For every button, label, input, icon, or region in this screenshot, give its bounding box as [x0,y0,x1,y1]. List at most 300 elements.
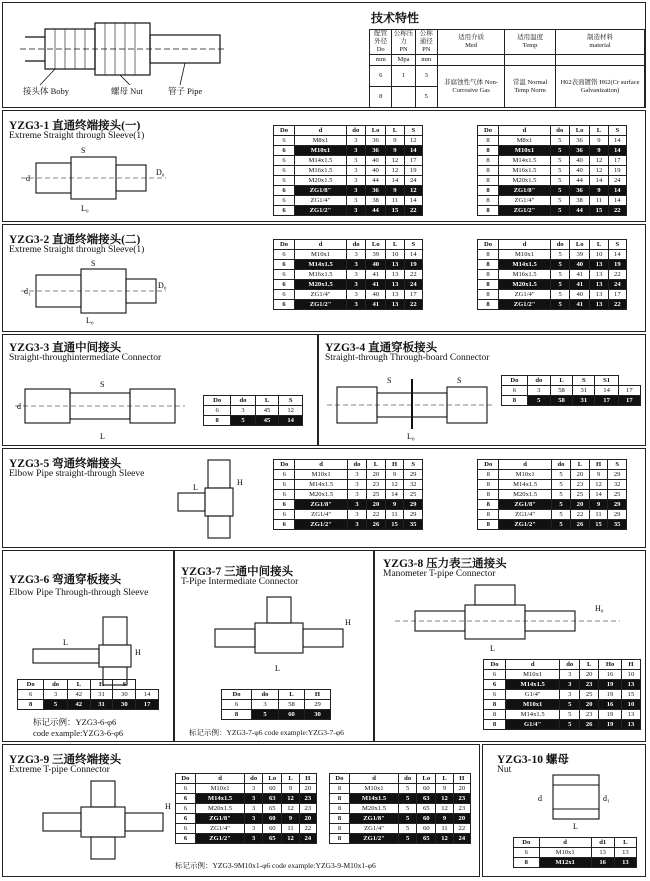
table-row [478,196,627,206]
table-cell: M10x1 [539,848,591,858]
table-cell: 36 [365,186,385,196]
table-cell: 25 [367,490,386,500]
example-note: 标记示例：YZG3-6-φ6 [33,717,117,727]
spec-spec_temp: 常温 Normal Temp Norm [505,66,556,108]
table-cell: 14 [595,386,618,396]
table-cell: 23 [580,710,599,720]
table-cell: 9 [385,500,404,510]
spec-unit: Mpa [392,55,415,66]
column-header: L [255,396,279,406]
table-cell: 13 [590,300,608,310]
table-cell: 14 [589,490,608,500]
column-header: do [550,126,569,136]
table-cell: 14 [608,186,626,196]
table-cell: 12 [404,186,422,196]
section-subtitle: Manometer T-pipe Connector [383,569,496,579]
svg-text:L: L [100,432,105,441]
table-cell: 13 [621,720,640,730]
table-cell: 9 [386,136,404,146]
table-row [478,136,627,146]
label-pipe: 管子 Pipe [168,86,203,96]
table-cell: 13 [386,270,404,280]
table-cell: 35 [608,520,627,530]
table-cell: 45 [255,406,279,416]
table-cell: 8 [330,804,350,814]
table-cell: M20x1.5 [295,490,347,500]
table-cell: 10 [590,250,608,260]
table-cell: 8 [478,250,499,260]
table-cell: M20x1.5 [295,176,347,186]
table-row [274,510,423,520]
svg-text:L₀: L₀ [86,316,94,325]
example-note: 标记示例：YZG3-9M10x1-φ6 code example:YZG3-9-M10x1-φ6 [175,861,376,870]
table-cell: 6 [274,186,295,196]
table-row [478,270,627,280]
table-cell: 6 [274,250,295,260]
column-header: L [580,660,599,670]
table-cell: 5 [550,136,569,146]
section-yzg3-2 [2,224,646,332]
table-cell: 6 [514,848,540,858]
section-yzg3-4 [318,334,646,446]
column-header: L [571,460,590,470]
table-cell: ZG1/4" [349,824,398,834]
column-header: S [608,126,626,136]
section-subtitle: T-Pipe Intermediate Connector [181,577,299,587]
table-cell: M10x1 [295,250,347,260]
table-cell: 20 [580,670,599,680]
table-row [502,396,641,406]
section-subtitle: Elbow Pipe straight-through Sleeve [9,469,145,479]
table-cell: 3 [347,520,366,530]
table-cell: 24 [299,834,316,844]
table-cell: 23 [453,794,470,804]
table-cell: M16x1.5 [499,270,551,280]
table-cell: 3 [245,794,263,804]
table-cell: 5 [551,510,570,520]
table-cell: M20x1.5 [349,804,398,814]
table-row [18,690,159,700]
table-cell: 60 [263,814,282,824]
table-row [484,680,641,690]
table-cell: 3 [347,490,366,500]
table-cell: 5 [551,290,570,300]
table-cell: 8 [478,290,499,300]
table-header-row [274,126,423,136]
table-cell: 58 [550,386,572,396]
svg-text:H: H [345,618,351,627]
table-cell: 13 [591,848,614,858]
table-cell: 40 [569,156,589,166]
table-row [514,858,637,868]
table-cell: 5 [551,260,570,270]
spec-unit [505,55,556,66]
nut-diagram [533,765,623,831]
table-row [274,146,423,156]
table-cell: 8 [478,280,499,290]
table-cell: 13 [386,290,404,300]
table-cell: 40 [365,156,385,166]
table-header-row [176,774,317,784]
table-cell: 5 [551,490,570,500]
intermediate-connector-diagram [15,369,190,443]
table-cell: 6 [18,690,44,700]
column-header: Lo [569,126,589,136]
table-cell: 31 [573,396,595,406]
table-row [484,690,641,700]
table-cell: 29 [608,470,627,480]
table-cell: M14x1.5 [195,794,244,804]
column-header: L [590,240,608,250]
t-pipe-intermediate-diagram [205,595,355,681]
table-header-row [478,240,627,250]
column-header: d [349,774,398,784]
table-cell: 31 [90,690,113,700]
table-cell: 5 [399,784,417,794]
spec-cell: 6 [370,66,392,87]
section-yzg3-1 [2,110,646,222]
table-cell: 6 [176,834,196,844]
example-note: code example:YZG3-6-φ6 [33,728,124,738]
table-cell: 17 [618,396,640,406]
table-cell: 5 [399,794,417,804]
table-cell: 15 [621,690,640,700]
table-cell: 5 [551,270,570,280]
table-cell: 12 [404,136,422,146]
table-cell: 20 [571,470,590,480]
svg-text:L: L [193,483,198,492]
table-cell: M10x1 [195,784,244,794]
table-row [176,794,317,804]
table-row [484,710,641,720]
table-row [484,720,641,730]
table-cell: 14 [608,146,626,156]
table-cell: 6 [484,690,506,700]
section-title: YZG3-3 直通中间接头 [9,342,122,354]
table-cell: 23 [453,804,470,814]
table-row [274,156,423,166]
table-cell: 63 [417,794,436,804]
table-cell: 41 [366,300,386,310]
column-header: H [589,460,608,470]
table-cell: 8 [478,520,499,530]
table-cell: 45 [255,416,279,426]
table-cell: 8 [478,270,499,280]
table-cell: M12x1 [539,858,591,868]
section-subtitle: Nut [497,765,512,775]
table-cell: 9 [589,470,608,480]
table-cell: 60 [263,784,282,794]
table-cell: 65 [417,804,436,814]
table-cell: 41 [366,280,386,290]
table-cell: 25 [571,490,590,500]
table-cell: 3 [245,834,263,844]
table-cell: 3 [44,690,68,700]
svg-text:d: d [17,402,21,411]
column-header: do [347,240,366,250]
column-header: d [499,460,551,470]
table-cell: 5 [231,416,256,426]
column-header: Lo [417,774,436,784]
table-cell: 36 [569,186,589,196]
table-cell: 3 [347,300,366,310]
table-cell: 8 [478,166,499,176]
table-row [222,710,331,720]
table-cell: 8 [478,480,499,490]
table-cell: 29 [404,500,423,510]
spec-unit [438,55,505,66]
column-header: d [295,126,347,136]
table-cell: 3 [245,804,263,814]
table-cell: 60 [417,824,436,834]
table-cell: 8 [330,814,350,824]
table-cell: ZG1/8" [295,500,347,510]
column-header: L [590,126,608,136]
table-cell: 40 [366,260,386,270]
straight-sleeve-diagram [21,145,171,215]
spec-cell [392,87,415,108]
table-cell: M14x1.5 [295,156,347,166]
table-cell: ZG1/2" [195,834,244,844]
table-cell: 8 [478,196,499,206]
table-cell: 25 [580,690,599,700]
table-cell: 14 [386,176,404,186]
spec-header: 公称压力 PN [393,30,414,53]
table-row [330,784,471,794]
table-cell: 8 [204,416,231,426]
table-cell: M14x1.5 [505,710,559,720]
column-header: Do [204,396,231,406]
table-cell: 44 [365,206,385,216]
section-yzg3-6 [2,550,174,742]
table-cell: M10x1 [505,700,559,710]
table-cell: 22 [608,270,626,280]
table-cell: 25 [608,490,627,500]
column-header: S [608,240,626,250]
table-cell: 30 [113,690,136,700]
table-cell: 9 [282,784,299,794]
table-cell: 65 [263,834,282,844]
table-row [502,386,641,396]
table-cell: 5 [551,250,570,260]
table-row [478,480,627,490]
table-cell: 44 [569,176,589,186]
table-cell: 38 [569,196,589,206]
table-cell: 20 [580,700,599,710]
table-cell: 8 [478,260,499,270]
table-cell: ZG1/2" [295,520,347,530]
column-header: Do [176,774,196,784]
svg-text:L: L [63,638,68,647]
table-header-row [222,690,331,700]
table-header-row [514,838,637,848]
table-row [478,176,627,186]
table-cell: 13 [621,710,640,720]
table-cell: 13 [386,300,404,310]
table-cell: 26 [580,720,599,730]
table-cell: 19 [599,710,622,720]
table-header-row [502,376,641,386]
table-cell: 9 [589,500,608,510]
table-cell: M14x1.5 [499,260,551,270]
table-row [478,280,627,290]
table-cell: M14x1.5 [349,794,398,804]
svg-text:L: L [573,822,578,831]
table-cell: ZG1/4" [195,824,244,834]
column-header: do [346,126,365,136]
table-cell: 3 [347,250,366,260]
table-cell: 22 [608,206,626,216]
table-cell: 16 [599,700,622,710]
table-cell: 16 [599,670,622,680]
table-cell: 8 [478,176,499,186]
table-cell: 8 [478,136,499,146]
section-title: YZG3-4 直通穿板接头 [325,342,438,354]
table-cell: 29 [608,500,627,510]
table-row [330,794,471,804]
column-header: do [527,376,550,386]
label-body: 接头体 Boby [23,86,70,96]
table-cell: ZG1/4" [499,290,551,300]
table-cell: 3 [347,480,366,490]
table-cell: 35 [404,520,423,530]
table-cell: 8 [478,186,499,196]
elbow-through-sleeve-diagram [23,615,153,687]
table-row [478,290,627,300]
table-cell: 12 [589,480,608,490]
table-cell: 8 [330,794,350,804]
table-cell: 12 [386,156,404,166]
table-yzg3-1-do8 [477,125,627,216]
column-header: L [614,838,636,848]
table-cell: M8x1 [295,136,347,146]
table-cell: ZG1/2" [295,206,347,216]
section-title: YZG3-9 三通终端接头 [9,754,122,766]
table-cell: 5 [551,480,570,490]
table-cell: 22 [404,270,422,280]
table-cell: 8 [222,710,252,720]
table-cell: 5 [550,196,569,206]
column-header: L [282,774,299,784]
table-row [274,136,423,146]
svg-text:L: L [490,644,495,653]
table-cell: 58 [550,396,572,406]
table-cell: 14 [608,136,626,146]
table-cell: 20 [453,784,470,794]
table-cell: 13 [614,848,636,858]
table-header-row [18,680,159,690]
table-cell: 5 [550,186,569,196]
svg-text:d: d [26,174,30,183]
spec-cell: 3 [415,66,437,87]
table-cell: 3 [346,206,365,216]
table-row [478,520,627,530]
table-cell: ZG1/2" [499,520,551,530]
table-cell: 29 [608,510,627,520]
column-header: d1 [591,838,614,848]
column-header: Do [274,460,295,470]
column-header: do [251,690,278,700]
table-cell: 19 [599,690,622,700]
table-row [274,300,423,310]
column-header: Do [478,126,499,136]
table-cell: 12 [436,794,453,804]
table-cell: 19 [599,680,622,690]
table-row [176,814,317,824]
table-cell: ZG1/8" [499,186,551,196]
table-cell: 6 [274,510,295,520]
table-cell: 3 [346,166,365,176]
section-title: YZG3-5 弯通终端接头 [9,458,122,470]
table-cell: 42 [67,700,90,710]
svg-text:S: S [387,376,392,385]
table-row [330,834,471,844]
column-header: L [67,680,90,690]
table-cell: 19 [608,166,626,176]
column-header: Do [502,376,528,386]
table-cell: 6 [274,196,295,206]
table-cell: 3 [347,270,366,280]
table-cell: 6 [274,206,295,216]
table-cell: 58 [278,700,304,710]
table-cell: 17 [404,156,422,166]
table-cell: 5 [560,710,580,720]
table-cell: 40 [365,166,385,176]
table-cell: 8 [514,858,540,868]
table-cell: 36 [365,136,385,146]
fitting-assembly-diagram [15,9,230,89]
table-cell: 5 [551,520,570,530]
svg-text:D₀: D₀ [156,168,165,177]
table-yzg3-2-do6 [273,239,423,310]
table-cell: 40 [366,290,386,300]
column-header: d [195,774,244,784]
spec-cell: 1 [392,66,415,87]
table-cell: 16 [591,858,614,868]
table-cell: 11 [589,510,608,520]
section-subtitle: Extreme T-pipe Connector [9,765,110,775]
table-cell: 3 [347,500,366,510]
table-cell: ZG1/4" [499,196,551,206]
spec-cell: 5 [415,87,437,108]
table-cell: 14 [279,416,303,426]
table-row [204,406,303,416]
table-cell: 3 [346,136,365,146]
table-row [274,260,423,270]
table-row [274,520,423,530]
table-cell: 3 [347,290,366,300]
table-cell: M10x1 [499,470,551,480]
table-cell: ZG1/4" [499,510,551,520]
table-cell: 5 [399,804,417,814]
table-cell: 40 [570,260,590,270]
table-cell: 22 [299,824,316,834]
table-cell: 5 [399,834,417,844]
extreme-t-connector-diagram [33,779,173,869]
table-cell: M14x1.5 [295,480,347,490]
table-cell: ZG1/8" [349,814,398,824]
table-row [274,290,423,300]
table-cell: 5 [550,176,569,186]
table-cell: 8 [18,700,44,710]
table-cell: 26 [571,520,590,530]
spec-header: 适用介质 Med [438,30,505,55]
table-row [478,260,627,270]
table-cell: 25 [404,490,423,500]
table-header-row [204,396,303,406]
column-header: do [560,660,580,670]
table-cell: M20x1.5 [499,280,551,290]
